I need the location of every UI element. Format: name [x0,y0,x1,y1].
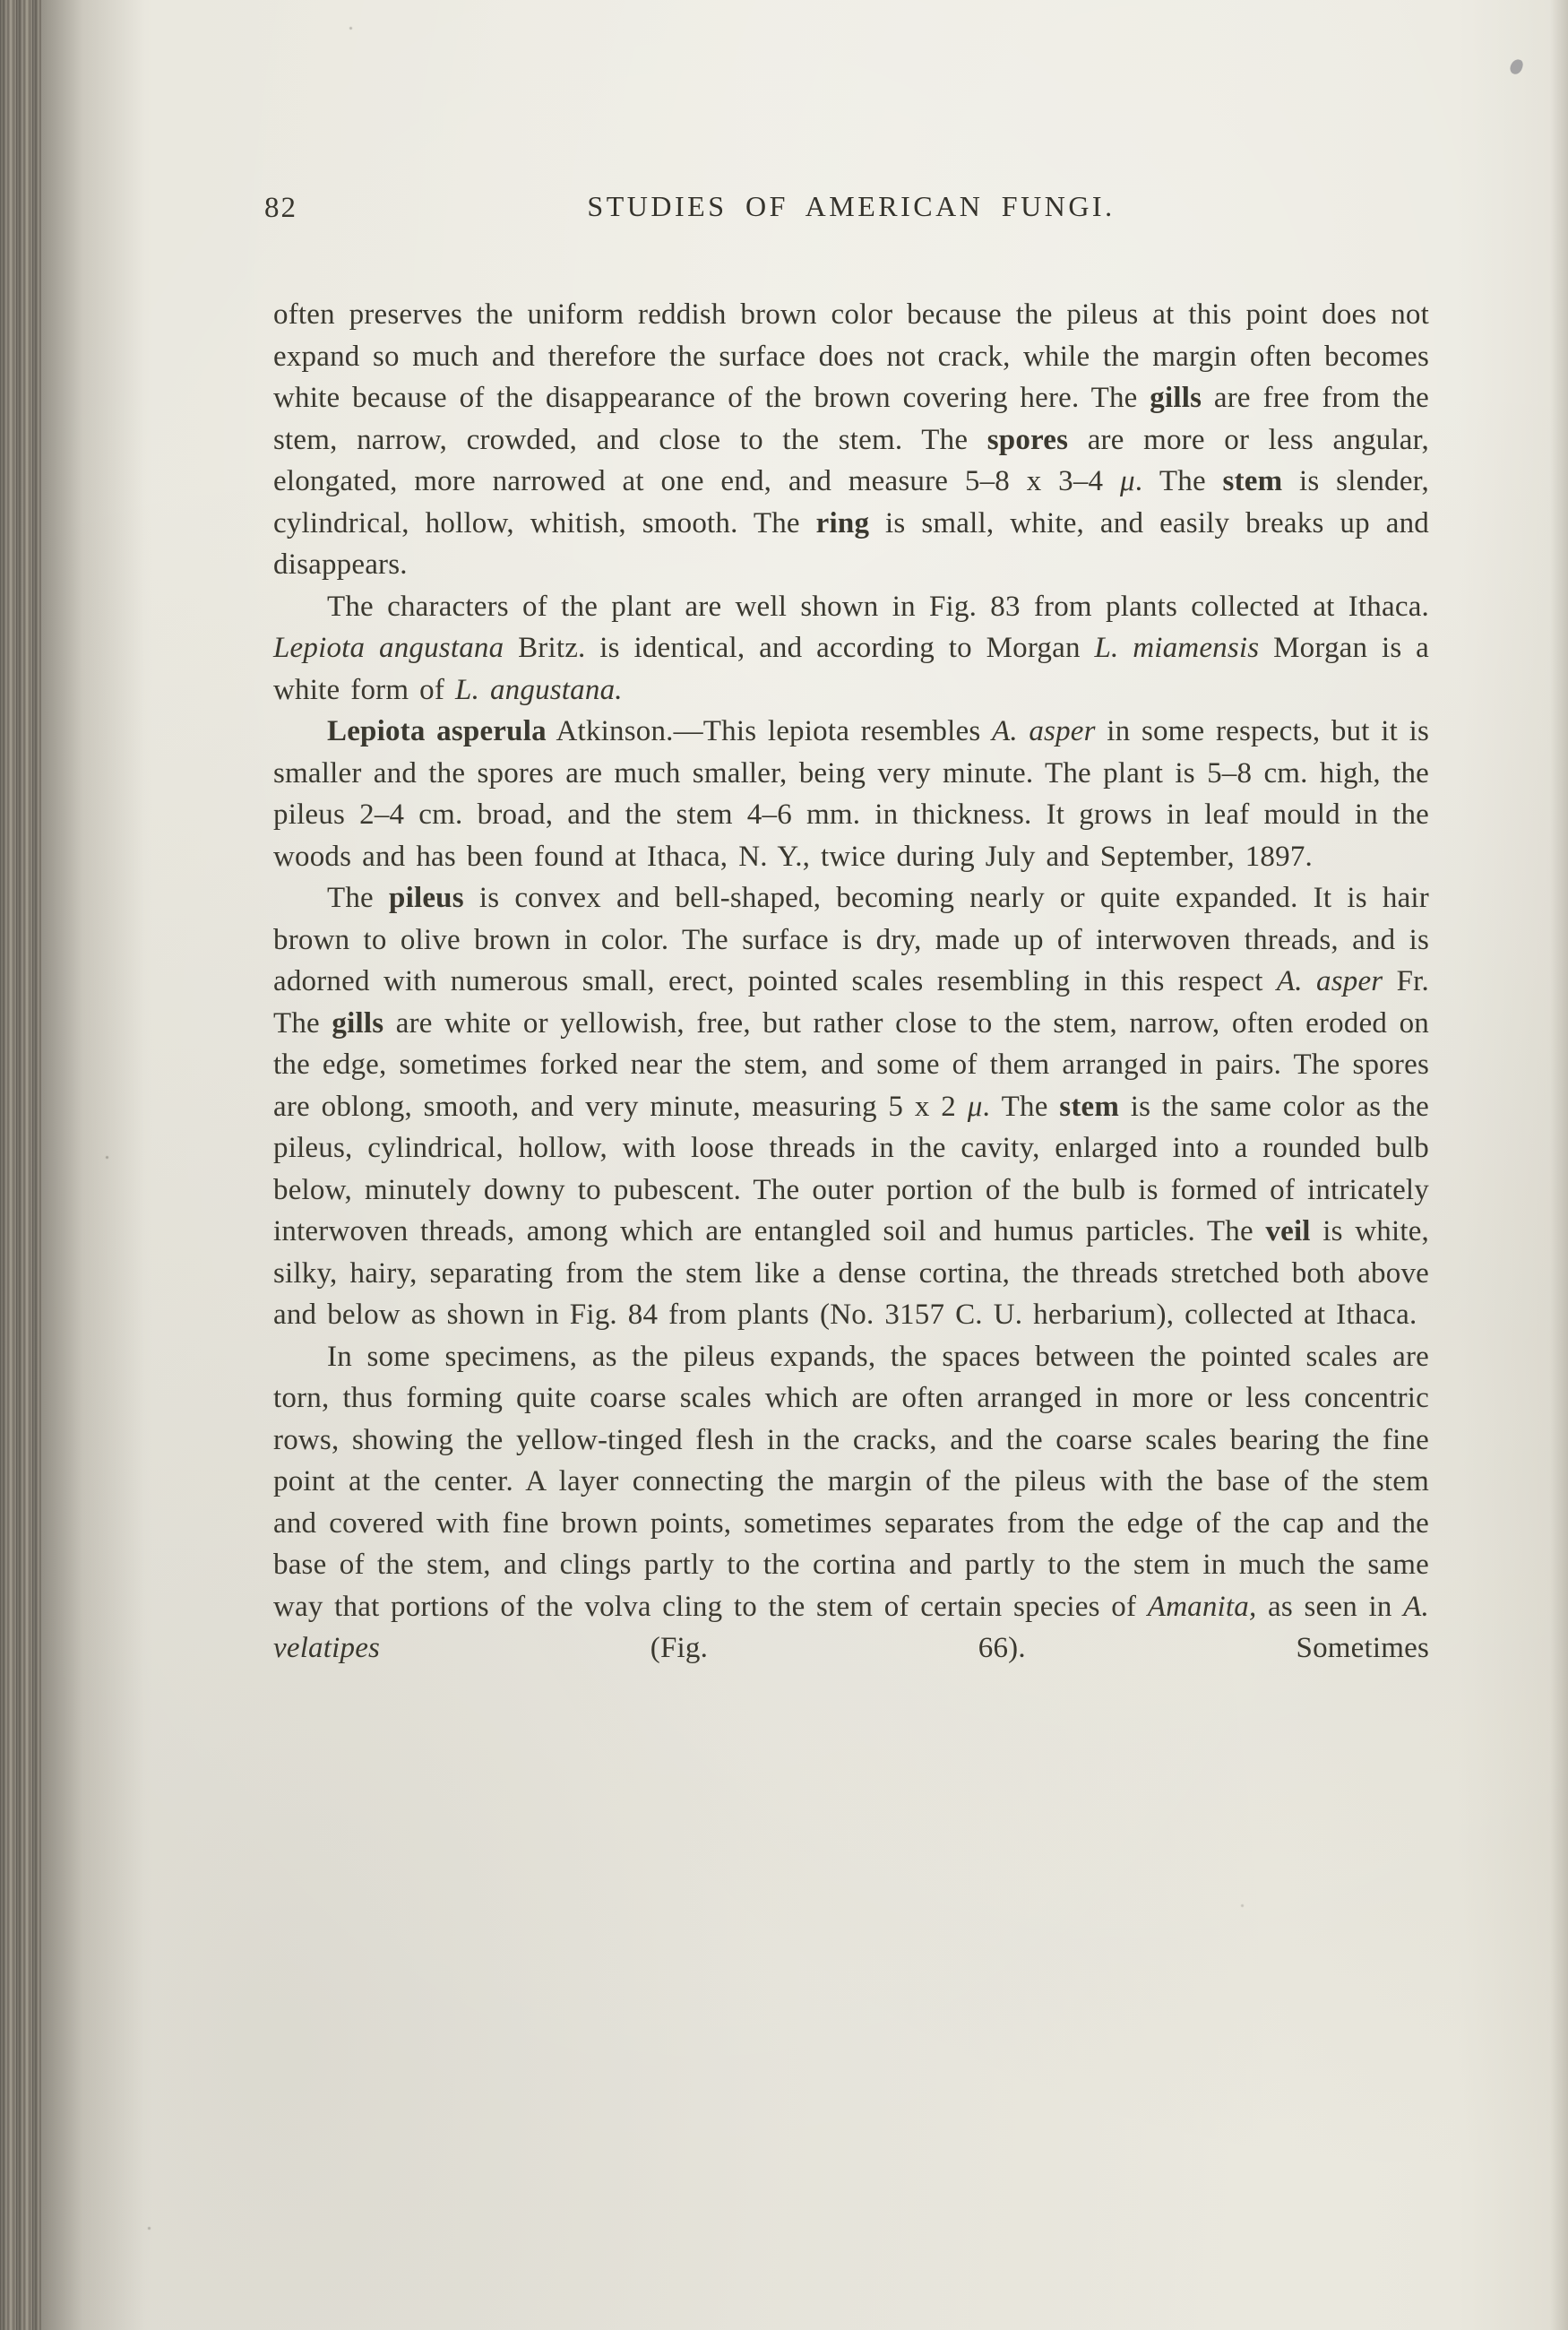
text-run: Britz. is identical, and according to Morgan [504,632,1095,664]
paragraph [273,1336,1429,1670]
bold-term: pileus [389,882,464,914]
binding-shadow [41,0,144,2330]
bold-term: ring [815,506,870,539]
bold-term: stem [1059,1090,1120,1123]
text-run: . The [1134,465,1223,497]
bold-term: Lepiota asperula [327,715,547,747]
text-run: Morgan is a white form of [273,632,1429,706]
italic-term: Amanita, [1147,1590,1257,1623]
text-run: are white or yellowish, free, but rather close to the stem, narrow, often eroded on the edge, sometimes forked near the stem, and some of them arranged in pairs. The spores are oblong, smooth, and very minute, measuring 5 x 2 [273,1006,1429,1123]
page-title: STUDIES OF AMERICAN FUNGI. [587,190,1116,222]
italic-term: Lepiota angustana [273,632,504,664]
text-run: The characters of the plant are well shown in Fig. 83 from plants collected at Ithaca. [327,590,1429,623]
bold-term: veil [1265,1215,1311,1247]
text-block [273,294,1429,1670]
bold-term: gills [332,1006,384,1040]
page-right-edge [1550,0,1568,2330]
paragraph [273,877,1429,1336]
italic-term: L. angustana. [455,673,623,706]
paragraph [273,711,1429,877]
text-run: The [327,882,390,914]
italic-term: μ [1119,465,1135,497]
text-run: is slender, cylindrical, hollow, whitish, smooth. The [273,465,1429,539]
italic-term: μ [967,1090,983,1123]
italic-term: A. velatipes [273,1590,1429,1664]
text-run: Fr. The [273,965,1429,1040]
text-run: In some specimens, as the pileus expands, the spaces between the pointed scales are torn, thus forming quite coarse scales which are often arranged in more or less concentric rows, showing the yellow-tinged flesh in the cracks, and the coarse scales bearing the fine point at the center. A layer connecting the margin of the pileus with the base of the stem and covered with fine brown points, sometimes separates from the edge of the cap and the base of the stem, and clings partly to the cortina and partly to the stem in much the same way that portions of the volva cling to the stem of certain species of [273,1340,1429,1623]
page-number: 82 [264,192,297,224]
scan-noise [0,0,3,3]
paragraph [273,586,1429,712]
italic-term: A. asper [991,715,1096,747]
text-run: is convex and bell-shaped, becoming nearly or quite expanded. It is hair brown to olive brown in color. The surface is dry, made up of interwoven threads, and is adorned with numerous small, erect, pointed scales resembling in this respect [273,882,1429,997]
text-run: are more or less angular, elongated, more narrowed at one end, and measure 5–8 x 3–4 [273,423,1429,497]
running-header [264,190,1429,237]
text-run: Atkinson.—This lepiota resembles [546,715,992,747]
text-run: . The [982,1090,1060,1123]
text-run: in some respects, but it is smaller and the spores are much smaller, being very minute. The plant is 5–8 cm. high, the pileus 2–4 cm. broad, and the stem 4–6 mm. in thickness. It grows in leaf mould in the woods and has been found at Ithaca, N. Y., twice during July and September, 1897. [273,715,1429,873]
printed-content [264,190,1430,1670]
bold-term: stem [1222,465,1283,497]
text-run: as seen in [1256,1590,1404,1623]
text-run: is the same color as the pileus, cylindrical, hollow, with loose threads in the cavity, enlarged into a rounded bulb below, minutely downy to pubescent. The outer portion of the bulb is formed of intricately interwoven threads, among which are entangled soil and humus particles. The [273,1090,1429,1247]
ink-speck [1509,57,1525,75]
text-run: is white, silky, hairy, separating from the stem like a dense cortina, the threads stretched both above and below as shown in Fig. 84 from plants (No. 3157 C. U. herbarium), collected at Ithaca. [273,1215,1430,1331]
binding-edge [0,0,41,2330]
text-run: (Fig. 66). Sometimes [380,1632,1429,1664]
bold-term: spores [986,423,1069,456]
italic-term: L. miamensis [1094,632,1260,664]
text-run: often preserves the uniform reddish brown color because the pileus at this point does not expand so much and therefore the surface does not crack, while the margin often becomes white because of the disappearance of the brown covering here. The [273,298,1429,414]
bold-term: gills [1150,382,1202,414]
italic-term: A. asper [1276,965,1383,997]
text-run: is small, white, and easily breaks up and disappears. [273,506,1429,581]
paragraph [273,294,1429,586]
text-run: are free from the stem, narrow, crowded, and close to the stem. The [273,382,1429,456]
